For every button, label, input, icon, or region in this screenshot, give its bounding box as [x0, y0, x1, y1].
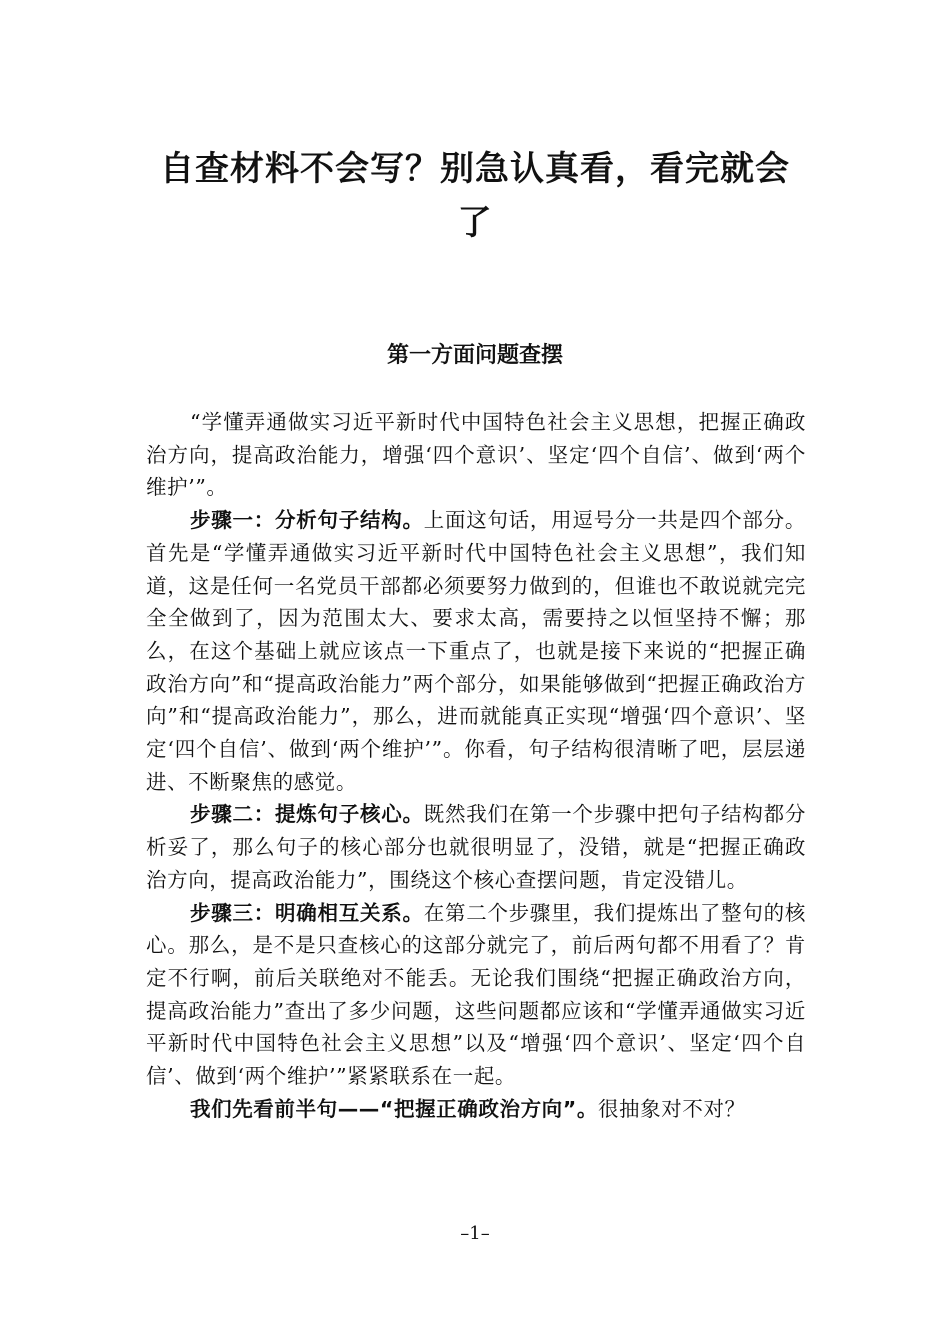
document-body — [146, 406, 806, 1125]
paragraph-text: 在第二个步骤里，我们提炼出了整句的核心。那么，是不是只查核心的这部分就完了，前后两句都不用看了？肯定不行啊，前后关联绝对不能丢。无论我们围绕“把握正确政治方向，提高政治能力”查出了多少问题，这些问题都应该和“学懂弄通做实习近平新时代中国特色社会主义思想”以及“增强‘四个意识’、坚定‘四个自信’、做到‘两个维护’”紧紧联系在一起。 — [146, 900, 806, 1089]
step-two-label: 步骤二：提炼句子核心。 — [190, 802, 424, 827]
paragraph-text: 既然我们在第一个步骤中把句子结构都分析妥了，那么句子的核心部分也就很明显了，没错，就是“把握正确政治方向，提高政治能力”，围绕这个核心查摆问题，肯定没错儿。 — [146, 802, 806, 892]
page-number: –1– — [460, 1223, 490, 1244]
paragraph-text: 很抽象对不对？ — [597, 1096, 746, 1121]
paragraph-step-one — [146, 504, 806, 798]
step-three-label: 步骤三：明确相互关系。 — [190, 900, 424, 925]
document-title: 自查材料不会写？别急认真看，看完就会了 — [160, 149, 790, 243]
paragraph-step-two — [146, 798, 806, 896]
first-half-lead: 我们先看前半句——“把握正确政治方向”。 — [190, 1096, 598, 1121]
paragraph-step-three — [146, 897, 806, 1093]
paragraph-text: “学懂弄通做实习近平新时代中国特色社会主义思想，把握正确政治方向，提高政治能力，增强‘四个意识’、坚定‘四个自信’、做到‘两个维护’”。 — [146, 410, 806, 500]
section-heading: 第一方面问题查摆 — [386, 343, 563, 368]
paragraph-text: 上面这句话，用逗号分一共是四个部分。首先是“学懂弄通做实习近平新时代中国特色社会主义思想”，我们知道，这是任何一名党员干部都必须要努力做到的，但谁也不敢说就完完全全做到了，因为范围太大、要求太高，需要持之以恒坚持不懈；那么，在这个基础上就应该点一下重点了，也就是接下来说的“把握正确政治方向”和“提高政治能力”两个部分，如果能够做到“把握正确政治方向”和“提高政治能力”，那么，进而就能真正实现“增强‘四个意识’、坚定‘四个自信’、做到‘两个维护’”。你看，句子结构很清晰了吧，层层递进、不断聚焦的感觉。 — [146, 508, 806, 794]
paragraph-intro-quote — [146, 406, 806, 504]
paragraph-first-half — [146, 1093, 806, 1126]
step-one-label: 步骤一：分析句子结构。 — [190, 508, 424, 533]
